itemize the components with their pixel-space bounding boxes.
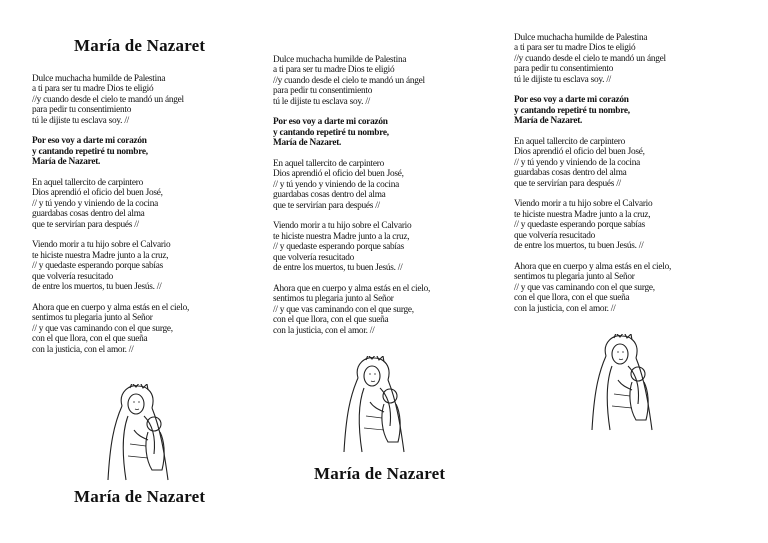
verse-4: Ahora que en cuerpo y alma estás en el cielo, sentimos tu plegaria junto al Señor // y que vas caminando con el que surge, con el que llora, con el que sueña con la justicia, con el amor. // <box>514 261 672 314</box>
verse-2: En aquel tallercito de carpintero Dios aprendió el oficio del buen José, // y tú yendo y viniendo de la cocina guardabas cosas dentro del alma que te servirían para después // <box>32 178 163 230</box>
verse-3: Viendo morir a tu hijo sobre el Calvario te hiciste nuestra Madre junto a la cruz, // y quedaste esperando porque sabías que volvería resucitado de entre los muertos, tu buen Jesús. // <box>32 240 171 293</box>
virgin-and-child-illustration <box>336 356 412 454</box>
virgin-and-child-illustration <box>100 384 176 482</box>
verse-1: Dulce muchacha humilde de Palestina a ti para ser tu madre Dios te eligió //y cuando desde el cielo te mandó un ángel para pedir tu consentimiento tú le dijiste tu esclava soy. // <box>514 33 666 85</box>
chorus: Por eso voy a darte mi corazón y cantando repetiré tu nombre, María de Nazaret. <box>273 117 389 149</box>
verse-2: En aquel tallercito de carpintero Dios aprendió el oficio del buen José, // y tú yendo y viniendo de la cocina guardabas cosas dentro del alma que te servirían para después // <box>273 159 404 211</box>
chorus: Por eso voy a darte mi corazón y cantando repetiré tu nombre, María de Nazaret. <box>514 95 630 127</box>
virgin-and-child-illustration <box>584 334 660 432</box>
page-title-left-top: María de Nazaret <box>74 36 206 55</box>
lyrics-column-right <box>514 33 671 314</box>
verse-3: Viendo morir a tu hijo sobre el Calvario te hiciste nuestra Madre junto a la cruz, // y quedaste esperando porque sabías que volvería resucitado de entre los muertos, tu buen Jesús. // <box>273 221 412 274</box>
verse-4: Ahora que en cuerpo y alma estás en el cielo, sentimos tu plegaria junto al Señor // y que vas caminando con el que surge, con el que llora, con el que sueña con la justicia, con el amor. // <box>273 283 431 336</box>
verse-3: Viendo morir a tu hijo sobre el Calvario te hiciste nuestra Madre junto a la cruz, // y quedaste esperando porque sabías que volvería resucitado de entre los muertos, tu buen Jesús. // <box>514 199 653 252</box>
page-title-left-bottom: María de Nazaret <box>74 487 206 506</box>
chorus: Por eso voy a darte mi corazón y cantando repetiré tu nombre, María de Nazaret. <box>32 136 148 168</box>
verse-1: Dulce muchacha humilde de Palestina a ti para ser tu madre Dios te eligió //y cuando desde el cielo te mandó un ángel para pedir tu consentimiento tú le dijiste tu esclava soy. // <box>32 74 184 126</box>
verse-4: Ahora que en cuerpo y alma estás en el cielo, sentimos tu plegaria junto al Señor // y que vas caminando con el que surge, con el que llora, con el que sueña con la justicia, con el amor. // <box>32 302 190 355</box>
lyrics-column-left <box>32 74 189 355</box>
verse-1: Dulce muchacha humilde de Palestina a ti para ser tu madre Dios te eligió //y cuando desde el cielo te mandó un ángel para pedir tu consentimiento tú le dijiste tu esclava soy. // <box>273 55 425 107</box>
page-title-middle: María de Nazaret <box>314 464 446 483</box>
verse-2: En aquel tallercito de carpintero Dios aprendió el oficio del buen José, // y tú yendo y viniendo de la cocina guardabas cosas dentro del alma que te servirían para después // <box>514 137 645 189</box>
lyrics-column-middle <box>273 55 430 336</box>
